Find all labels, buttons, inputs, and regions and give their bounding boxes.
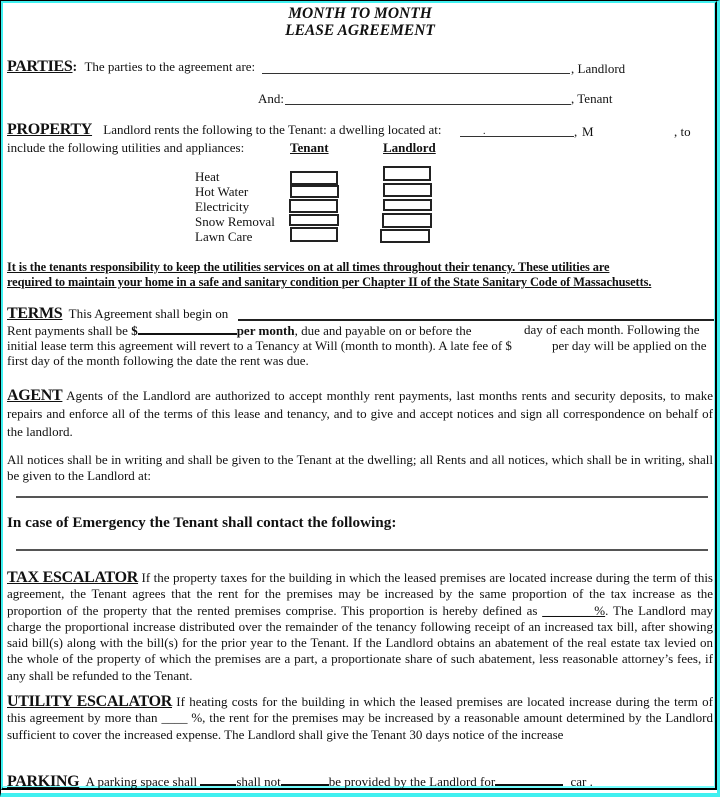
tax-escalator-paragraph (7, 570, 713, 684)
document-title-line2: LEASE AGREEMENT (285, 22, 435, 39)
property-text: Landlord rents the following to the Tenant: a dwelling located at: (103, 122, 442, 137)
terms-line4: first day of the month following the date the rent was due. (7, 353, 309, 368)
tenant-name-field[interactable] (285, 104, 571, 105)
parking-text1: A parking space shall (85, 774, 201, 789)
parking-shall-not-field[interactable] (281, 773, 329, 786)
utility-label-snow-removal: Snow Removal (195, 214, 275, 229)
rent-prefix: Rent payments shall be (7, 323, 132, 338)
utility-percent-field[interactable]: ____ (161, 710, 188, 726)
rent-amount-field[interactable] (138, 322, 237, 335)
address-comma: , (574, 124, 578, 139)
state-prefix: M (582, 124, 594, 139)
property-line2: include the following utilities and appliances: (7, 140, 245, 155)
to-label: , to (674, 124, 691, 139)
emergency-heading: In case of Emergency the Tenant shall contact the following: (7, 514, 397, 531)
start-date-field[interactable] (238, 319, 714, 321)
landlord-address-field[interactable] (16, 496, 708, 498)
property-row (7, 122, 442, 137)
parties-heading: PARTIES (7, 58, 73, 75)
utility-label-electricity: Electricity (195, 199, 250, 214)
parking-heading: PARKING (7, 773, 80, 790)
utilities-notice-line2: required to maintain your home in a safe and sanitary condition per Chapter II of the State Sanitary Code of Massachusetts. (7, 275, 652, 289)
utility-label-lawn-care: Lawn Care (195, 229, 253, 244)
utilities-notice-line1: It is the tenants responsibility to keep the utilities services on at all times throughout their tenancy. These utilities are (7, 260, 610, 274)
utility-escalator-heading: UTILITY ESCALATOR (7, 693, 173, 710)
document-title-line1: MONTH TO MONTH (288, 5, 432, 22)
landlord-name-field[interactable] (262, 73, 570, 74)
property-heading: PROPERTY (7, 121, 93, 138)
address-dot: . (483, 126, 486, 137)
tax-text-after: . The Landlord may charge the proportional increase distributed over the remainder of the tenancy following receipt of an increased tax bill, after showing said bill(s) along with the bill(s) for the prior year to the Tenant. If the Landlord obtains an abatement of the real estate tax levied on the whole of the property of which the premises are a part, a proportionate share of such abatement, less reasonable attorney’s fees, if any shall be refunded to the Tenant. (7, 602, 713, 683)
agent-heading: AGENT (7, 387, 63, 404)
tax-percent-field[interactable]: ________% (542, 602, 606, 618)
column-tenant: Tenant (290, 140, 329, 155)
terms-row (7, 306, 228, 321)
parties-colon: : (72, 60, 78, 75)
per-month-label: per month (236, 323, 295, 338)
and-label: And: (258, 91, 284, 106)
tenant-checkbox-lawn-care[interactable] (290, 227, 338, 242)
address-field[interactable] (460, 136, 574, 137)
landlord-checkbox-heat[interactable] (383, 166, 431, 181)
utility-escalator-paragraph (7, 694, 713, 743)
utility-text-before: If heating costs for the building in which the leased premises are located increase during the term of this agreement by more than (7, 694, 713, 726)
emergency-contact-field[interactable] (16, 549, 708, 551)
rent-row (7, 322, 471, 338)
day-of-month-text: day of each month. Following the (524, 322, 700, 337)
utility-text-after: %, the rent for the premises may be increased by a reasonable amount determined by the Landlord sufficient to cover the increased expense. The Landlord shall give the Tenant 30 days notice of the increase (7, 710, 713, 742)
agent-paragraph (7, 387, 713, 441)
landlord-label: , Landlord (571, 61, 626, 76)
terms-heading: TERMS (7, 305, 63, 322)
rent-due-text: , due and payable on or before the (294, 323, 472, 338)
column-landlord: Landlord (383, 140, 436, 155)
landlord-checkbox-electricity[interactable] (383, 199, 432, 211)
parking-row (7, 773, 593, 789)
notices-paragraph: All notices shall be in writing and shall be given to the Tenant at the dwelling; all Rents and all notices, which shall be in writing, shall be given to the Landlord at: (7, 452, 713, 483)
utility-label-hot-water: Hot Water (195, 184, 249, 199)
parking-text4: car . (570, 774, 593, 789)
parking-text3: be provided by the Landlord for (328, 774, 496, 789)
utility-label-heat: Heat (195, 169, 220, 184)
parties-text: The parties to the agreement are: (84, 59, 256, 74)
landlord-checkbox-lawn-care[interactable] (380, 229, 430, 243)
rent-dollar: $ (131, 323, 138, 338)
terms-line3b: per day will be applied on the (552, 338, 707, 353)
parking-shall-field[interactable] (200, 773, 236, 786)
agent-text: Agents of the Landlord are authorized to accept monthly rent payments, last months rents and security deposits, to make repairs and enforce all of the terms of this lease and tenancy, and to give and accept notices and sign all correspondence on behalf of the landlord. (7, 388, 713, 439)
tenant-checkbox-snow-removal[interactable] (289, 214, 339, 226)
tenant-checkbox-heat[interactable] (290, 171, 338, 185)
landlord-checkbox-snow-removal[interactable] (382, 213, 432, 228)
parties-row (7, 59, 255, 75)
landlord-checkbox-hot-water[interactable] (383, 183, 432, 197)
parking-car-count-field[interactable] (495, 773, 563, 786)
tenant-checkbox-electricity[interactable] (289, 199, 338, 213)
terms-begin-text: This Agreement shall begin on (68, 306, 229, 321)
tax-text-before: If the property taxes for the building in which the leased premises are located increase during the term of this agreement, the Tenant agrees that the rent for the premises may be increased by the same proportion of the tax increase as the proportion of the property that the rented premises comprise. This proportion is hereby defined as (7, 570, 713, 618)
tenant-label: , Tenant (571, 91, 613, 106)
tenant-checkbox-hot-water[interactable] (290, 185, 339, 198)
terms-line3a: initial lease term this agreement will revert to a Tenancy at Will (month to month). A late fee of $ (7, 338, 512, 353)
parking-text2: shall not (236, 774, 281, 789)
tax-escalator-heading: TAX ESCALATOR (7, 569, 139, 586)
